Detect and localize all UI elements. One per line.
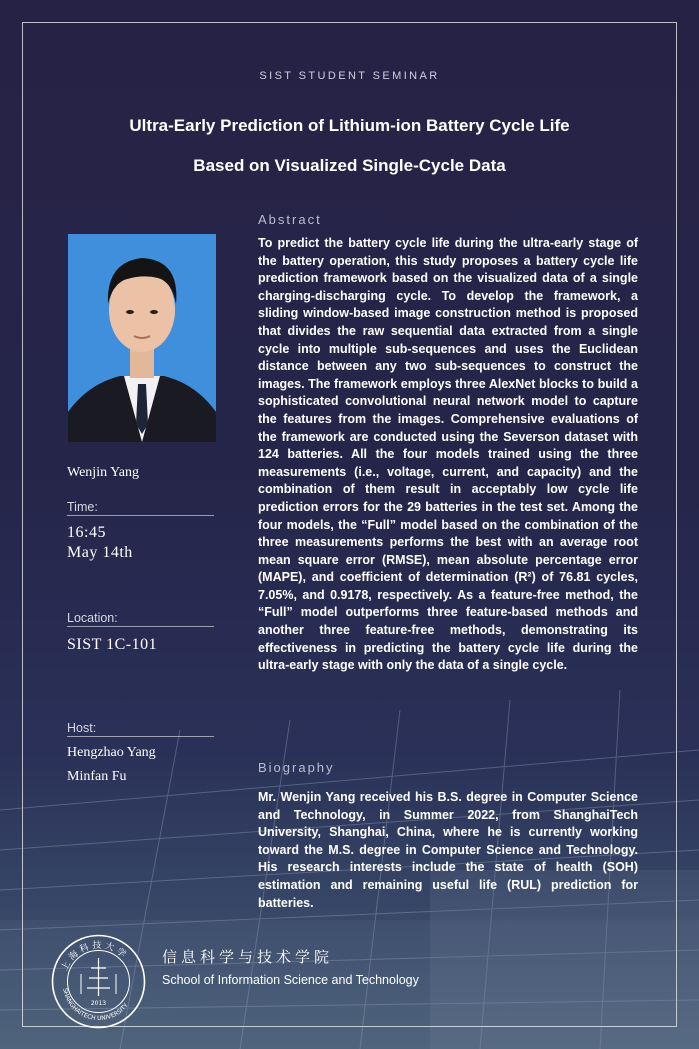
speaker-photo <box>68 234 216 442</box>
time-label: Time: <box>67 500 214 516</box>
speaker-name: Wenjin Yang <box>67 465 139 480</box>
abstract-text: To predict the battery cycle life during the ultra-early stage of the battery operation, this study proposes a battery cycle life prediction framework based on the visualized data of a single charging-discharging cycle. To develop the framework, a sliding window-based image construction method is proposed that divides the raw sequential data extracted from a single cycle into multiple sub-sequences and uses the Euclidean distance between any two sub-sequences to construct the images. The framework employs three AlexNet blocks to build a sophisticated convolutional neural network model to capture the features from the images. Comprehensive evaluations of the framework are conducted using the Severson dataset with 124 batteries. All the four models trained using the three measurements (i.e., voltage, current, and capacity) and the combination of them result in acceptably low cycle life prediction errors for the 29 batteries in the test set. Among the four models, the “Full” model based on the combination of the three measurements performs the best with an average root mean square error (RMSE), mean absolute percentage error (MAPE), and coefficient of determination (R²) of 76.81 cycles, 7.05%, and 0.9178, respectively. As a feature-free method, the “Full” model outperforms three feature-based methods and another three feature-free methods, demonstrating its effectiveness in predicting the battery cycle life during the ultra-early stage with only the data of a single cycle. <box>258 236 638 673</box>
talk-title-line-1: Ultra-Early Prediction of Lithium-ion Battery Cycle Life <box>129 116 570 135</box>
seal-text-bottom: SHANGHAITECH UNIVERSITY <box>61 987 130 1023</box>
location-value: SIST 1C-101 <box>67 636 158 653</box>
talk-title-line-2: Based on Visualized Single-Cycle Data <box>193 156 506 175</box>
seminar-kicker: SIST STUDENT SEMINAR <box>259 70 440 82</box>
biography-heading: Biography <box>258 760 335 775</box>
host-label: Host: <box>67 721 214 737</box>
location-label: Location: <box>67 611 214 627</box>
school-name-chinese: 信息科学与技术学院 <box>162 949 334 966</box>
seal-year: 2013 <box>90 1000 107 1007</box>
host-name: Hengzhao Yang <box>67 745 156 760</box>
host-name: Minfan Fu <box>67 769 127 784</box>
school-name-english: School of Information Science and Technology <box>162 973 419 987</box>
date-value: May 14th <box>67 544 133 561</box>
biography-text: Mr. Wenjin Yang received his B.S. degree in Computer Science and Technology, in Summer 2022, from ShanghaiTech University, Shanghai, China, where he is currently working toward the M.S. degree in Computer Science and Technology. His research interests include the state of health (SOH) estimation and remaining useful life (RUL) prediction for batteries. <box>258 790 638 910</box>
seal-text-top: 上海科技大学 <box>60 940 130 973</box>
time-value: 16:45 <box>67 524 106 541</box>
abstract-heading: Abstract <box>258 212 322 227</box>
shanghaitech-university-seal <box>51 934 146 1029</box>
